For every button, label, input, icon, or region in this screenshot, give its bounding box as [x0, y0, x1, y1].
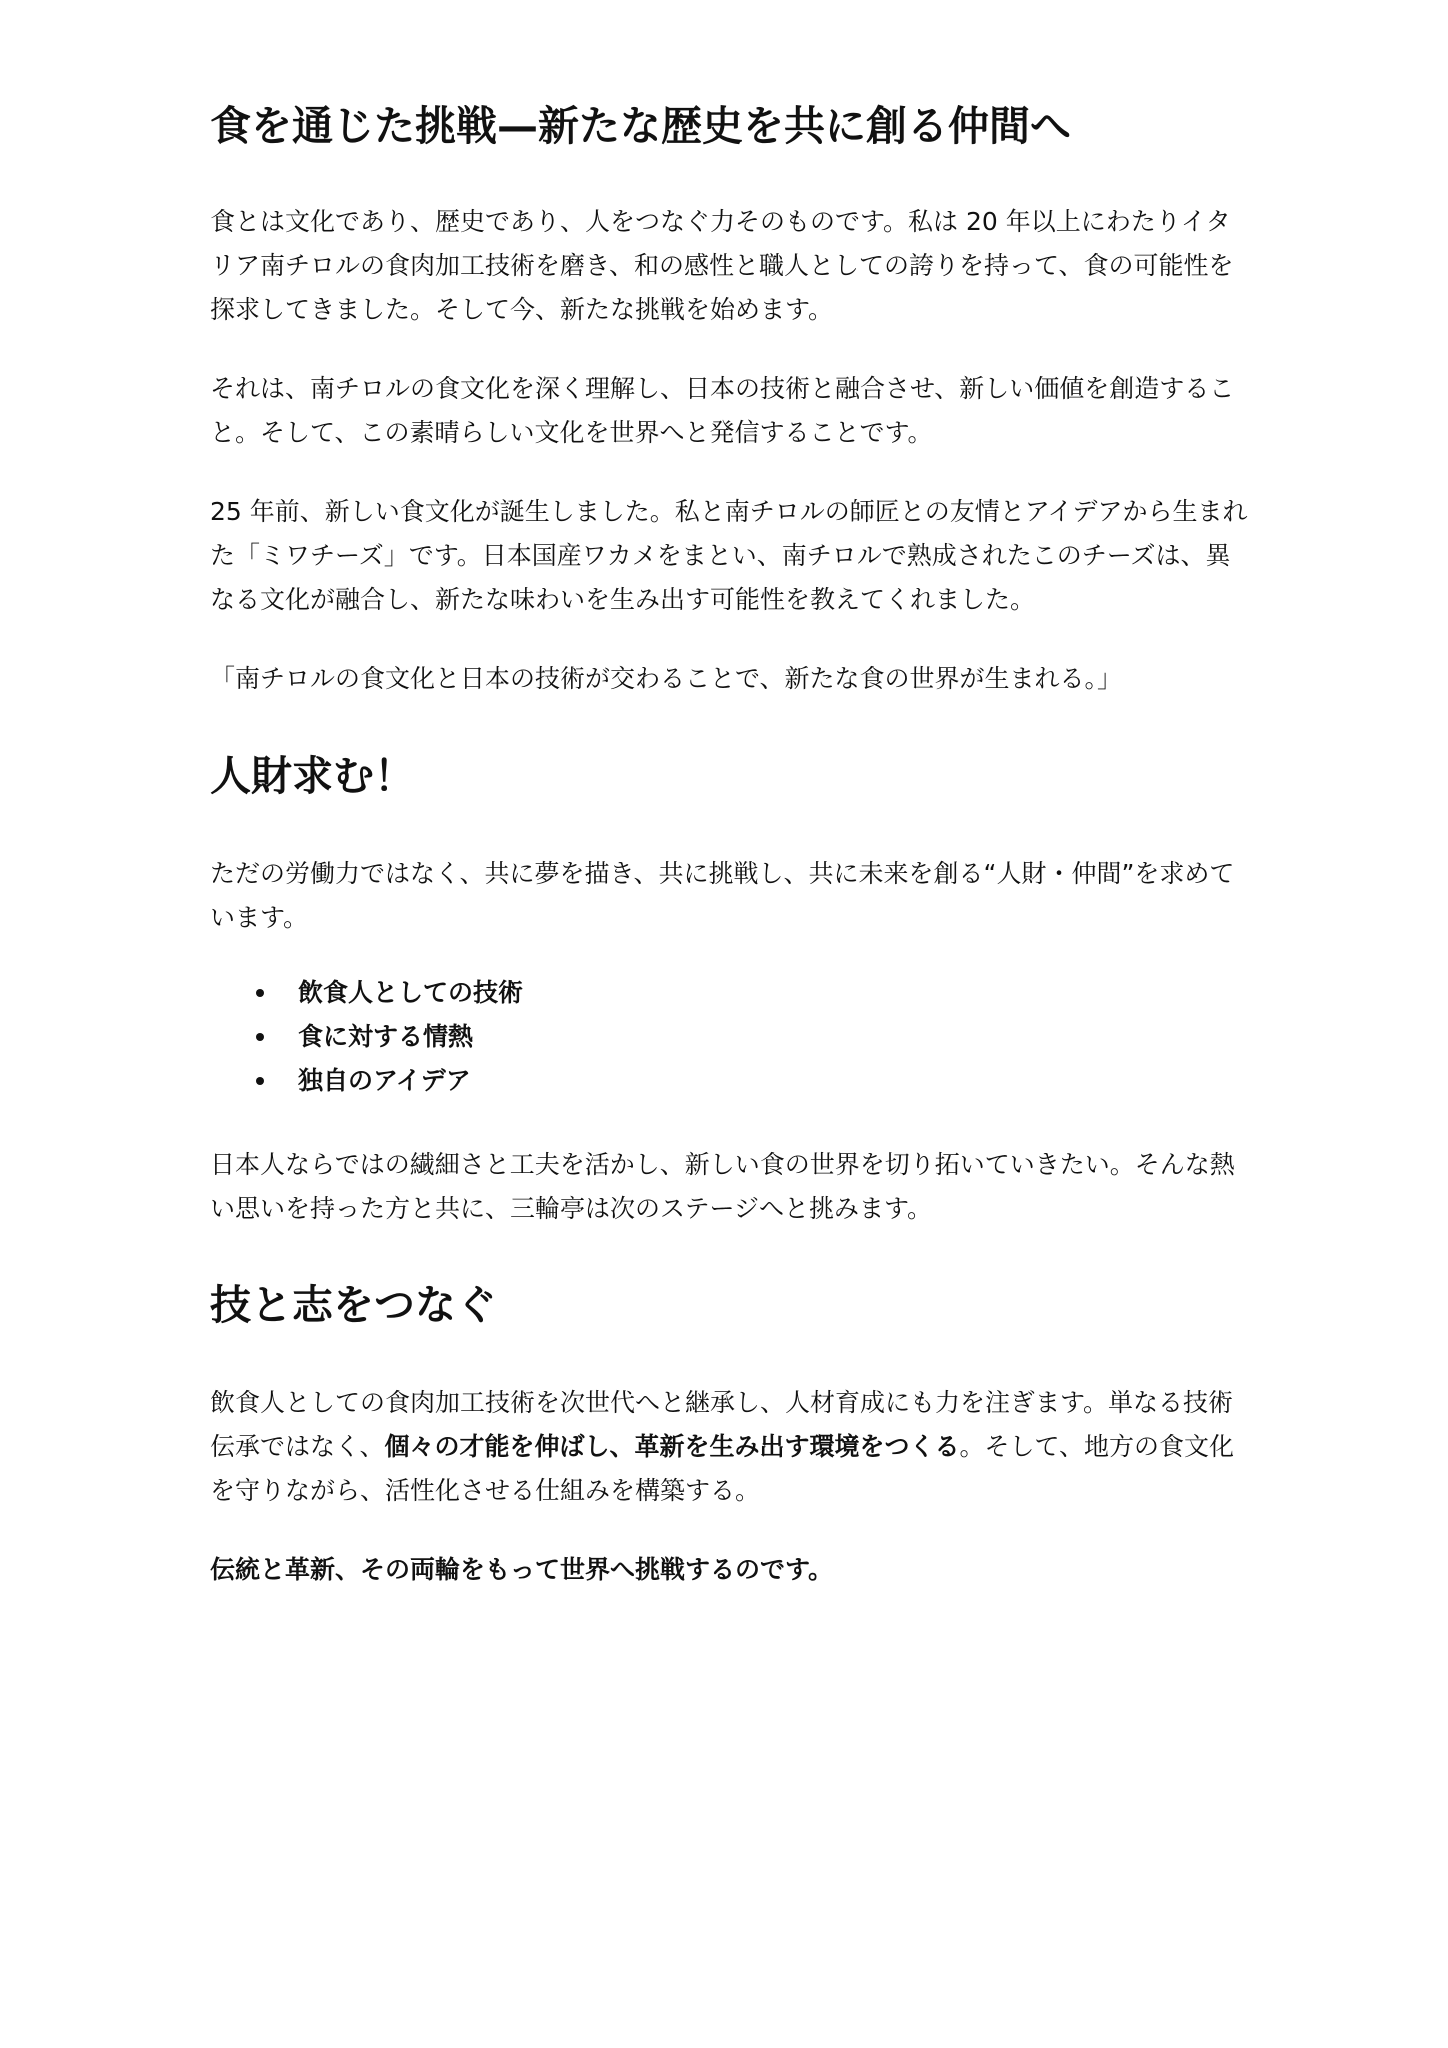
waza-text-after: 。そして、地方の食文化を守りながら、活性化させる仕組みを構築する。: [210, 1432, 1235, 1505]
list-item-label: 独自のアイデア: [298, 1066, 471, 1095]
intro-quote: 「南チロルの食文化と日本の技術が交わることで、新たな食の世界が生まれる。」: [210, 664, 1123, 693]
list-item: [210, 971, 1250, 1015]
bullet-icon: [256, 989, 264, 997]
waza-paragraph: [210, 1381, 1250, 1513]
list-item: [210, 1059, 1250, 1103]
jinzai-closing-paragraph: 日本人ならではの繊細さと工夫を活かし、新しい食の世界を切り拓いていきたい。そんな熱い思いを持った方と共に、三輪亭は次のステージへと挑みます。: [210, 1150, 1235, 1223]
waza-text-before: 飲食人としての食肉加工技術を次世代へと継承し、人材育成にも力を注ぎます。単なる技術伝承ではなく、: [210, 1388, 1234, 1461]
intro-paragraph-3: 25 年前、新しい食文化が誕生しました。私と南チロルの師匠との友情とアイデアから生まれた「ミワチーズ」です。日本国産ワカメをまとい、南チロルで熟成されたこのチーズは、異なる文化が融合し、新たな味わいを生み出す可能性を教えてくれました。: [210, 497, 1248, 614]
closing-statement: 伝統と革新、その両輪をもって世界へ挑戦するのです。: [210, 1555, 834, 1584]
list-item-label: 食に対する情熱: [298, 1022, 474, 1051]
jinzai-paragraph: ただの労働力ではなく、共に夢を描き、共に挑戦し、共に未来を創る“人財・仲間”を求めています。: [210, 859, 1235, 932]
list-item-label: 飲食人としての技術: [298, 978, 524, 1007]
bullet-icon: [256, 1077, 264, 1085]
waza-text-emphasis: 個々の才能を伸ばし、革新を生み出す環境をつくる: [384, 1432, 960, 1461]
section-heading-waza: 技と志をつなぐ: [210, 1281, 497, 1329]
document-body: [210, 98, 1250, 1592]
bullet-icon: [256, 1033, 264, 1041]
skills-list: [210, 971, 1250, 1103]
section-heading-jinzai: 人財求む！: [210, 752, 415, 800]
intro-paragraph-2: それは、南チロルの食文化を深く理解し、日本の技術と融合させ、新しい価値を創造すること。そして、この素晴らしい文化を世界へと発信することです。: [210, 374, 1235, 447]
page-title: 食を通じた挑戦—新たな歴史を共に創る仲間へ: [210, 102, 1071, 150]
intro-paragraph-1: 食とは文化であり、歴史であり、人をつなぐ力そのものです。私は 20 年以上にわたりイタリア南チロルの食肉加工技術を磨き、和の感性と職人としての誇りを持って、食の可能性を探求してきました。そして今、新たな挑戦を始めます。: [210, 207, 1234, 324]
list-item: [210, 1015, 1250, 1059]
